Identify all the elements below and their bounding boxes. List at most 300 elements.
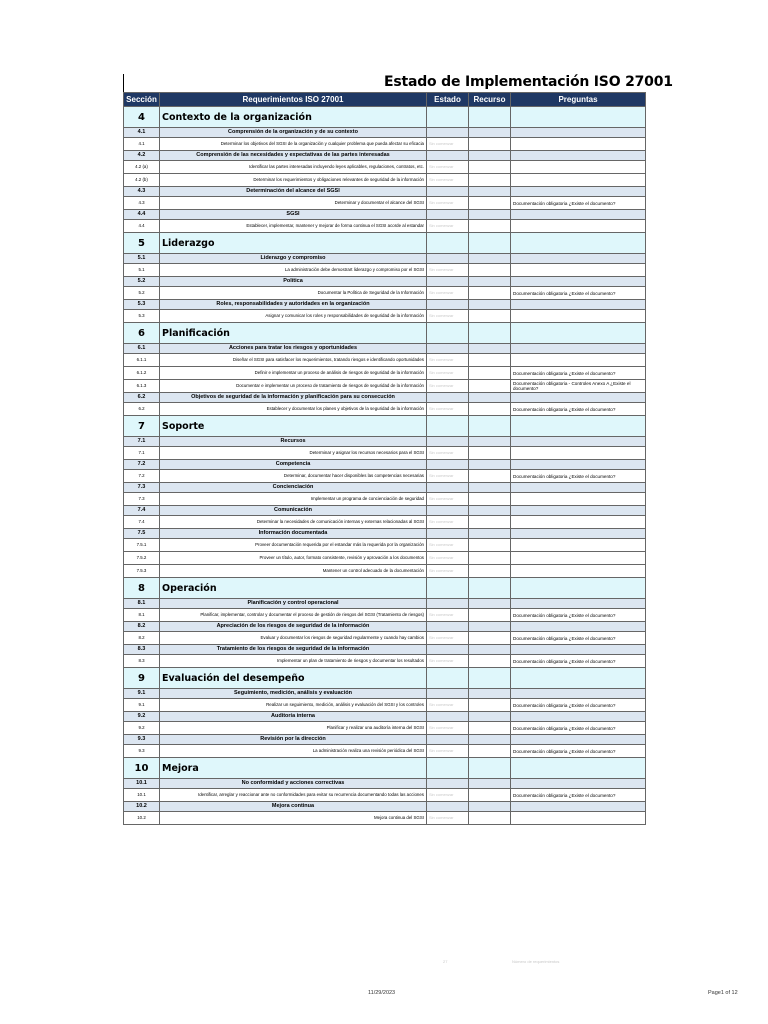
requirement-text: Identificar las partes interesadas incluyendo leyes aplicables, regulaciones, contratos, etc. bbox=[160, 161, 427, 174]
recurso-cell bbox=[469, 128, 511, 138]
estado-value: Sin comenzar bbox=[427, 609, 469, 622]
header-recurso: Recurso bbox=[469, 93, 511, 107]
subsection-row bbox=[124, 128, 646, 138]
estado-cell bbox=[427, 344, 469, 354]
subsection-name: Determinación del alcance del SGSI bbox=[160, 187, 427, 197]
requirement-text: Definir e implementar un proceso de análisis de riesgos de seguridad de la información bbox=[160, 367, 427, 380]
subsection-number: 8.2 bbox=[124, 622, 160, 632]
requirement-text: Mejora continua del SGSI bbox=[160, 812, 427, 825]
requirement-text: Proveer documentación requerida por el estandar más la requerida por la organización bbox=[160, 539, 427, 552]
subsection-row bbox=[124, 460, 646, 470]
requirement-text: Evaluar y documentar los riesgos de seguridad regularmente y cuando hay cambios bbox=[160, 632, 427, 645]
estado-cell bbox=[427, 460, 469, 470]
preguntas-cell bbox=[511, 437, 646, 447]
requirement-number: 6.1.2 bbox=[124, 367, 160, 380]
estado-value: Sin comenzar bbox=[427, 354, 469, 367]
requirement-number: 9.1 bbox=[124, 699, 160, 712]
estado-cell bbox=[427, 210, 469, 220]
preguntas-value bbox=[511, 310, 646, 323]
recurso-cell bbox=[469, 264, 511, 277]
estado-value: Sin comenzar bbox=[427, 264, 469, 277]
subsection-name: Política bbox=[160, 277, 427, 287]
preguntas-value bbox=[511, 552, 646, 565]
recurso-cell bbox=[469, 161, 511, 174]
section-number: 5 bbox=[124, 233, 160, 254]
requirement-number: 8.3 bbox=[124, 655, 160, 668]
subsection-name: Tratamiento de los riesgos de seguridad de la información bbox=[160, 645, 427, 655]
requirement-text: La administración realiza una revisión periódica del SGSI bbox=[160, 745, 427, 758]
section-number: 8 bbox=[124, 578, 160, 599]
requirement-number: 6.2 bbox=[124, 403, 160, 416]
requirement-text: Diseñar el SGSI para satisfacer los requerimientos, tratando riesgos e identificando oportunidades bbox=[160, 354, 427, 367]
section-number: 6 bbox=[124, 323, 160, 344]
title-left-rule bbox=[123, 74, 124, 92]
preguntas-cell bbox=[511, 483, 646, 493]
subsection-row bbox=[124, 735, 646, 745]
requirement-row bbox=[124, 516, 646, 529]
requirement-row bbox=[124, 220, 646, 233]
subsection-name: Auditoría interna bbox=[160, 712, 427, 722]
recurso-cell bbox=[469, 758, 511, 779]
requirement-text: Planificar y realizar una auditoría interna del SGSI bbox=[160, 722, 427, 735]
estado-cell bbox=[427, 323, 469, 344]
recurso-cell bbox=[469, 745, 511, 758]
preguntas-cell bbox=[511, 277, 646, 287]
subsection-row bbox=[124, 712, 646, 722]
header-estado: Estado bbox=[427, 93, 469, 107]
estado-value: Sin comenzar bbox=[427, 310, 469, 323]
requirement-text: Determinar los requerimientos y obligaciones relevantes de seguridad de la información bbox=[160, 174, 427, 187]
recurso-cell bbox=[469, 107, 511, 128]
subsection-name: Concienciación bbox=[160, 483, 427, 493]
recurso-cell bbox=[469, 151, 511, 161]
requirement-row bbox=[124, 539, 646, 552]
requirement-row bbox=[124, 745, 646, 758]
requirement-number: 6.1.3 bbox=[124, 380, 160, 393]
subsection-number: 9.1 bbox=[124, 689, 160, 699]
subsection-name: Comprensión de las necesidades y expectativas de las partes interesadas bbox=[160, 151, 427, 161]
estado-value: Sin comenzar bbox=[427, 516, 469, 529]
recurso-cell bbox=[469, 802, 511, 812]
estado-cell bbox=[427, 645, 469, 655]
requirement-row bbox=[124, 354, 646, 367]
requirement-number: 5.1 bbox=[124, 264, 160, 277]
recurso-cell bbox=[469, 609, 511, 622]
requirement-text: Determinar la necesidades de comunicación internas y externas relacionadas al SGSI bbox=[160, 516, 427, 529]
estado-cell bbox=[427, 187, 469, 197]
estado-value: Sin comenzar bbox=[427, 220, 469, 233]
subsection-row bbox=[124, 622, 646, 632]
section-row bbox=[124, 233, 646, 254]
requirement-text: Determinar los objetivos del SGSI de la organización y cualquier problema que pueda afectar su eficacia bbox=[160, 138, 427, 151]
recurso-cell bbox=[469, 539, 511, 552]
requirement-number: 8.2 bbox=[124, 632, 160, 645]
estado-cell bbox=[427, 506, 469, 516]
requirement-row bbox=[124, 609, 646, 622]
requirement-number: 6.1.1 bbox=[124, 354, 160, 367]
requirement-text: Mantener un control adecuado de la documentación bbox=[160, 565, 427, 578]
subsection-name: Apreciación de los riesgos de seguridad de la información bbox=[160, 622, 427, 632]
preguntas-cell bbox=[511, 187, 646, 197]
subsection-number: 7.4 bbox=[124, 506, 160, 516]
section-row bbox=[124, 107, 646, 128]
preguntas-cell bbox=[511, 578, 646, 599]
recurso-cell bbox=[469, 403, 511, 416]
section-number: 9 bbox=[124, 668, 160, 689]
estado-value: Sin comenzar bbox=[427, 197, 469, 210]
requirement-row bbox=[124, 264, 646, 277]
estado-cell bbox=[427, 622, 469, 632]
section-name: Soporte bbox=[160, 416, 427, 437]
section-number: 10 bbox=[124, 758, 160, 779]
section-name: Planificación bbox=[160, 323, 427, 344]
requirement-text: Determinar, documentar hacer disponibles las competencias necesarias bbox=[160, 470, 427, 483]
estado-value: Sin comenzar bbox=[427, 745, 469, 758]
preguntas-value: Documentación obligatoria ¿Existe el documento? bbox=[511, 655, 646, 668]
preguntas-value bbox=[511, 539, 646, 552]
recurso-cell bbox=[469, 447, 511, 460]
estado-value: Sin comenzar bbox=[427, 552, 469, 565]
subsection-row bbox=[124, 254, 646, 264]
recurso-cell bbox=[469, 138, 511, 151]
subsection-number: 7.2 bbox=[124, 460, 160, 470]
subsection-name: Comunicación bbox=[160, 506, 427, 516]
recurso-cell bbox=[469, 380, 511, 393]
recurso-cell bbox=[469, 578, 511, 599]
preguntas-cell bbox=[511, 344, 646, 354]
recurso-cell bbox=[469, 493, 511, 506]
preguntas-cell bbox=[511, 210, 646, 220]
subsection-name: Liderazgo y compromiso bbox=[160, 254, 427, 264]
preguntas-cell bbox=[511, 735, 646, 745]
recurso-cell bbox=[469, 699, 511, 712]
preguntas-value: Documentación obligatoria ¿Existe el documento? bbox=[511, 287, 646, 300]
subsection-name: No conformidad y acciones correctivas bbox=[160, 779, 427, 789]
estado-cell bbox=[427, 599, 469, 609]
recurso-cell bbox=[469, 632, 511, 645]
requirement-number: 7.2 bbox=[124, 470, 160, 483]
estado-cell bbox=[427, 107, 469, 128]
requirement-number: 7.1 bbox=[124, 447, 160, 460]
estado-value: Sin comenzar bbox=[427, 565, 469, 578]
header-requerimientos: Requerimientos ISO 27001 bbox=[160, 93, 427, 107]
preguntas-value: Documentación obligatoria - Controles Anexo A ¿Existe el documento? bbox=[511, 380, 646, 393]
preguntas-cell bbox=[511, 529, 646, 539]
requirement-number: 10.2 bbox=[124, 812, 160, 825]
subsection-number: 9.3 bbox=[124, 735, 160, 745]
requirement-row bbox=[124, 789, 646, 802]
requirement-number: 5.3 bbox=[124, 310, 160, 323]
section-row bbox=[124, 758, 646, 779]
requirement-number: 9.2 bbox=[124, 722, 160, 735]
recurso-cell bbox=[469, 187, 511, 197]
estado-cell bbox=[427, 712, 469, 722]
estado-value: Sin comenzar bbox=[427, 789, 469, 802]
page-title: Estado de Implementación ISO 27001 bbox=[384, 74, 673, 90]
subsection-number: 7.3 bbox=[124, 483, 160, 493]
requirement-row bbox=[124, 722, 646, 735]
subsection-row bbox=[124, 779, 646, 789]
requirement-text: Implementar un programa de concienciación de seguridad bbox=[160, 493, 427, 506]
preguntas-cell bbox=[511, 393, 646, 403]
subsection-row bbox=[124, 437, 646, 447]
preguntas-cell bbox=[511, 151, 646, 161]
requirement-row bbox=[124, 447, 646, 460]
subsection-number: 4.1 bbox=[124, 128, 160, 138]
recurso-cell bbox=[469, 233, 511, 254]
estado-cell bbox=[427, 128, 469, 138]
preguntas-cell bbox=[511, 689, 646, 699]
estado-value: Sin comenzar bbox=[427, 161, 469, 174]
preguntas-value bbox=[511, 493, 646, 506]
estado-value: Sin comenzar bbox=[427, 470, 469, 483]
requirement-number: 7.5.1 bbox=[124, 539, 160, 552]
section-name: Liderazgo bbox=[160, 233, 427, 254]
preguntas-cell bbox=[511, 668, 646, 689]
subsection-name: Planificación y control operacional bbox=[160, 599, 427, 609]
requirement-text: Proveer un título, autor, formato consistente, revisión y aprovación a los documentos bbox=[160, 552, 427, 565]
requirement-number: 7.5.3 bbox=[124, 565, 160, 578]
requirement-number: 7.3 bbox=[124, 493, 160, 506]
estado-cell bbox=[427, 578, 469, 599]
estado-value: Sin comenzar bbox=[427, 655, 469, 668]
subsection-number: 10.1 bbox=[124, 779, 160, 789]
preguntas-cell bbox=[511, 622, 646, 632]
requirement-number: 10.1 bbox=[124, 789, 160, 802]
requirement-row bbox=[124, 403, 646, 416]
preguntas-value bbox=[511, 220, 646, 233]
subsection-row bbox=[124, 210, 646, 220]
recurso-cell bbox=[469, 470, 511, 483]
subsection-row bbox=[124, 599, 646, 609]
subsection-row bbox=[124, 689, 646, 699]
subsection-number: 7.1 bbox=[124, 437, 160, 447]
subsection-number: 4.2 bbox=[124, 151, 160, 161]
subsection-name: Comprensión de la organización y de su contexto bbox=[160, 128, 427, 138]
section-name: Operación bbox=[160, 578, 427, 599]
subsection-row bbox=[124, 393, 646, 403]
requirement-row bbox=[124, 470, 646, 483]
recurso-cell bbox=[469, 254, 511, 264]
estado-cell bbox=[427, 437, 469, 447]
requirement-row bbox=[124, 197, 646, 210]
preguntas-value bbox=[511, 565, 646, 578]
estado-value: Sin comenzar bbox=[427, 699, 469, 712]
requirements-table bbox=[123, 92, 646, 825]
table-body bbox=[124, 107, 646, 825]
subsection-number: 10.2 bbox=[124, 802, 160, 812]
requirement-text: Implementar un plan de tratamiento de riesgos y documentar los resultados bbox=[160, 655, 427, 668]
subsection-name: Competencia bbox=[160, 460, 427, 470]
requirement-text: Determinar y asignar los recursos necesarios para el SGSI bbox=[160, 447, 427, 460]
subsection-number: 8.1 bbox=[124, 599, 160, 609]
recurso-cell bbox=[469, 277, 511, 287]
subsection-name: Seguimiento, medición, análisis y evaluación bbox=[160, 689, 427, 699]
preguntas-cell bbox=[511, 599, 646, 609]
estado-cell bbox=[427, 689, 469, 699]
recurso-cell bbox=[469, 220, 511, 233]
requirement-text: Asignar y comunicar los roles y responsabilidades de seguridad de la información bbox=[160, 310, 427, 323]
requirement-number: 4.2 (a) bbox=[124, 161, 160, 174]
recurso-cell bbox=[469, 552, 511, 565]
estado-value: Sin comenzar bbox=[427, 539, 469, 552]
recurso-cell bbox=[469, 287, 511, 300]
preguntas-value bbox=[511, 354, 646, 367]
section-name: Evaluación del desempeño bbox=[160, 668, 427, 689]
subsection-number: 6.1 bbox=[124, 344, 160, 354]
subsection-name: Roles, responsabilidades y autoridades en la organización bbox=[160, 300, 427, 310]
estado-value: Sin comenzar bbox=[427, 380, 469, 393]
subsection-row bbox=[124, 187, 646, 197]
estado-cell bbox=[427, 254, 469, 264]
recurso-cell bbox=[469, 323, 511, 344]
preguntas-value: Documentación obligatoria ¿Existe el documento? bbox=[511, 789, 646, 802]
preguntas-value bbox=[511, 174, 646, 187]
estado-value: Sin comenzar bbox=[427, 812, 469, 825]
preguntas-value: Documentación obligatoria ¿Existe el documento? bbox=[511, 745, 646, 758]
subsection-row bbox=[124, 344, 646, 354]
requirement-row bbox=[124, 174, 646, 187]
preguntas-value bbox=[511, 812, 646, 825]
requirement-number: 4.4 bbox=[124, 220, 160, 233]
subsection-name: SGSI bbox=[160, 210, 427, 220]
requirement-text: Determinar y documentar el alcance del SGSI bbox=[160, 197, 427, 210]
section-row bbox=[124, 668, 646, 689]
estado-value: Sin comenzar bbox=[427, 447, 469, 460]
requirement-number: 4.3 bbox=[124, 197, 160, 210]
preguntas-value bbox=[511, 161, 646, 174]
estado-cell bbox=[427, 735, 469, 745]
table-header-row bbox=[124, 93, 646, 107]
estado-value: Sin comenzar bbox=[427, 287, 469, 300]
preguntas-cell bbox=[511, 506, 646, 516]
subsection-name: Acciones para tratar los riesgos y oportunidades bbox=[160, 344, 427, 354]
requirement-row bbox=[124, 138, 646, 151]
preguntas-value: Documentación obligatoria ¿Existe el documento? bbox=[511, 609, 646, 622]
estado-cell bbox=[427, 393, 469, 403]
preguntas-cell bbox=[511, 416, 646, 437]
subsection-name: Revisión por la dirección bbox=[160, 735, 427, 745]
header-preguntas: Preguntas bbox=[511, 93, 646, 107]
preguntas-value bbox=[511, 516, 646, 529]
recurso-cell bbox=[469, 174, 511, 187]
recurso-cell bbox=[469, 483, 511, 493]
requirement-number: 8.1 bbox=[124, 609, 160, 622]
recurso-cell bbox=[469, 437, 511, 447]
recurso-cell bbox=[469, 735, 511, 745]
preguntas-value bbox=[511, 138, 646, 151]
section-name: Mejora bbox=[160, 758, 427, 779]
recurso-cell bbox=[469, 789, 511, 802]
preguntas-cell bbox=[511, 323, 646, 344]
preguntas-value: Documentación obligatoria ¿Existe el documento? bbox=[511, 470, 646, 483]
requirement-text: Identificar, arreglar y reaccionar ante no conformidades para evitar su recurrencia documentando todas las acciones bbox=[160, 789, 427, 802]
requirement-row bbox=[124, 367, 646, 380]
requirements-count: 27 bbox=[443, 959, 448, 964]
preguntas-cell bbox=[511, 779, 646, 789]
subsection-number: 7.5 bbox=[124, 529, 160, 539]
estado-cell bbox=[427, 277, 469, 287]
recurso-cell bbox=[469, 565, 511, 578]
requirement-number: 7.4 bbox=[124, 516, 160, 529]
subsection-row bbox=[124, 151, 646, 161]
preguntas-cell bbox=[511, 460, 646, 470]
estado-cell bbox=[427, 300, 469, 310]
requirement-row bbox=[124, 380, 646, 393]
recurso-cell bbox=[469, 197, 511, 210]
estado-value: Sin comenzar bbox=[427, 403, 469, 416]
subsection-number: 5.3 bbox=[124, 300, 160, 310]
preguntas-cell bbox=[511, 645, 646, 655]
subsection-number: 8.3 bbox=[124, 645, 160, 655]
subsection-row bbox=[124, 645, 646, 655]
estado-cell bbox=[427, 779, 469, 789]
estado-cell bbox=[427, 802, 469, 812]
subsection-row bbox=[124, 802, 646, 812]
footer-page-number: Page1 of 12 bbox=[708, 990, 738, 996]
requirement-row bbox=[124, 655, 646, 668]
subsection-number: 6.2 bbox=[124, 393, 160, 403]
estado-cell bbox=[427, 758, 469, 779]
recurso-cell bbox=[469, 367, 511, 380]
estado-cell bbox=[427, 416, 469, 437]
section-row bbox=[124, 578, 646, 599]
preguntas-cell bbox=[511, 802, 646, 812]
preguntas-cell bbox=[511, 128, 646, 138]
section-number: 7 bbox=[124, 416, 160, 437]
recurso-cell bbox=[469, 300, 511, 310]
estado-value: Sin comenzar bbox=[427, 367, 469, 380]
preguntas-cell bbox=[511, 758, 646, 779]
preguntas-value bbox=[511, 264, 646, 277]
estado-cell bbox=[427, 529, 469, 539]
preguntas-value: Documentación obligatoria ¿Existe el documento? bbox=[511, 699, 646, 712]
estado-cell bbox=[427, 151, 469, 161]
requirement-row bbox=[124, 565, 646, 578]
requirement-text: Establecer y documentar los planes y objetivos de la seguridad de la información bbox=[160, 403, 427, 416]
estado-cell bbox=[427, 483, 469, 493]
header-seccion: Sección bbox=[124, 93, 160, 107]
preguntas-cell bbox=[511, 254, 646, 264]
requirement-number: 9.3 bbox=[124, 745, 160, 758]
requirement-row bbox=[124, 493, 646, 506]
requirement-row bbox=[124, 812, 646, 825]
subsection-number: 4.4 bbox=[124, 210, 160, 220]
subsection-number: 5.2 bbox=[124, 277, 160, 287]
requirement-row bbox=[124, 161, 646, 174]
recurso-cell bbox=[469, 622, 511, 632]
preguntas-value: Documentación obligatoria ¿Existe el documento? bbox=[511, 403, 646, 416]
section-row bbox=[124, 323, 646, 344]
requirement-row bbox=[124, 699, 646, 712]
requirement-row bbox=[124, 632, 646, 645]
preguntas-cell bbox=[511, 300, 646, 310]
preguntas-cell bbox=[511, 233, 646, 254]
estado-value: Sin comenzar bbox=[427, 174, 469, 187]
section-number: 4 bbox=[124, 107, 160, 128]
recurso-cell bbox=[469, 712, 511, 722]
recurso-cell bbox=[469, 506, 511, 516]
recurso-cell bbox=[469, 416, 511, 437]
requirement-text: Planificar, implementar, controlar y documentar el proceso de gestión de riesgos del SGSI (Tratamiento de riesgos) bbox=[160, 609, 427, 622]
estado-cell bbox=[427, 668, 469, 689]
preguntas-value: Documentación obligatoria ¿Existe el documento? bbox=[511, 197, 646, 210]
recurso-cell bbox=[469, 310, 511, 323]
recurso-cell bbox=[469, 529, 511, 539]
recurso-cell bbox=[469, 668, 511, 689]
subsection-name: Recursos bbox=[160, 437, 427, 447]
subsection-row bbox=[124, 506, 646, 516]
